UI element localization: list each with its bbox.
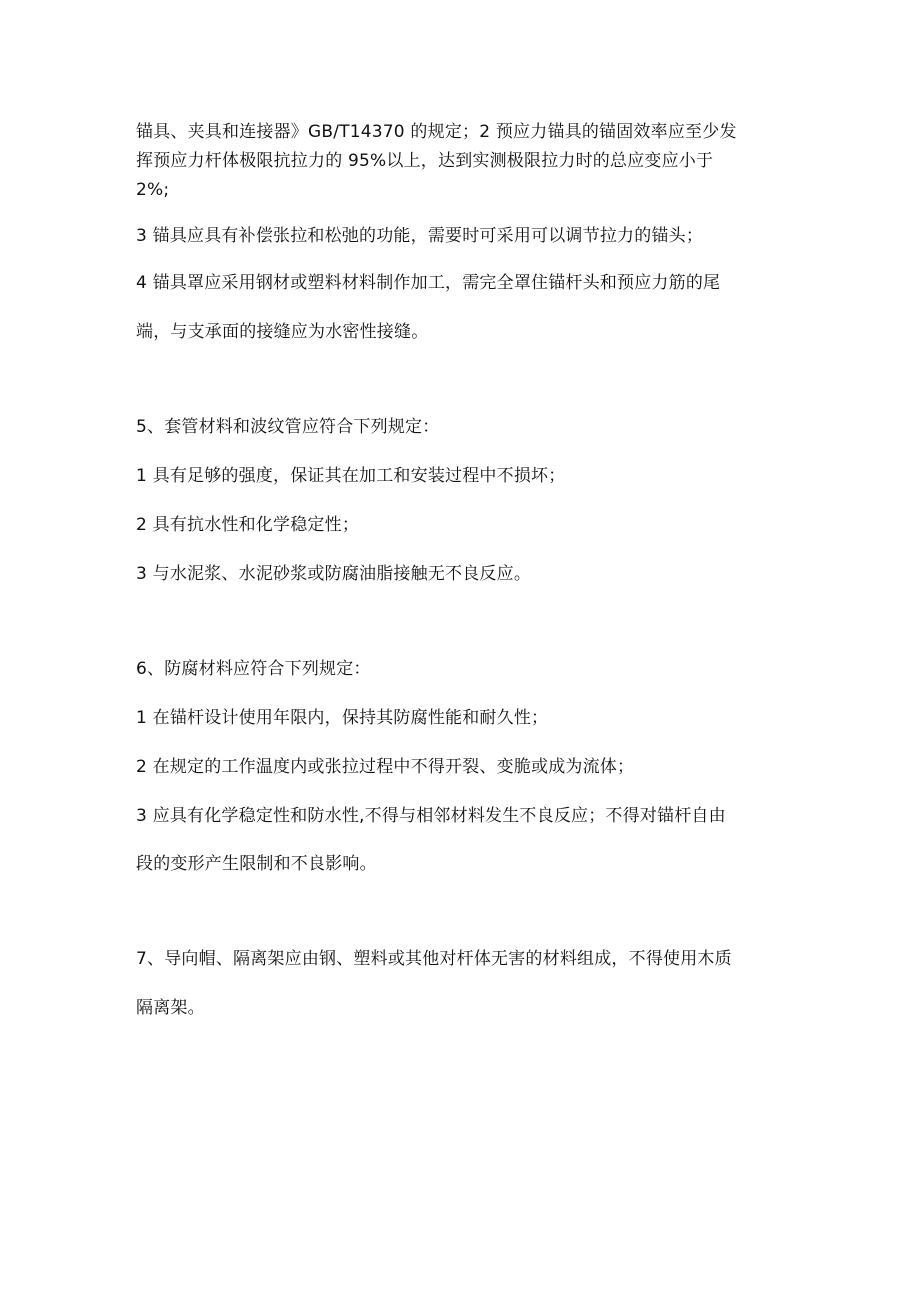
- text-line-cover-2: 端，与支承面的接缝应为水密性接缝。: [136, 322, 429, 342]
- text-line-spacer: 隔离架。: [136, 998, 205, 1018]
- section-heading-guide-cap: 7、导向帽、隔离架应由钢、塑料或其他对杆体无害的材料组成，不得使用木质: [136, 949, 732, 969]
- section-heading-sleeve: 5、套管材料和波纹管应符合下列规定：: [136, 417, 440, 437]
- text-line-water-resistance: 2 具有抗水性和化学稳定性；: [136, 515, 360, 535]
- text-line-cover-1: 4 锚具罩应采用钢材或塑料材料制作加工，需完全罩住锚杆头和预应力筋的尾: [136, 273, 721, 293]
- text-line-strength: 1 具有足够的强度，保证其在加工和安装过程中不损坏；: [136, 466, 566, 486]
- text-line-no-reaction: 3 与水泥浆、水泥砂浆或防腐油脂接触无不良反应。: [136, 564, 532, 584]
- text-line-temperature: 2 在规定的工作温度内或张拉过程中不得开裂、变脆或成为流体；: [136, 757, 635, 777]
- text-line-chemical-2: 段的变形产生限制和不良影响。: [136, 854, 377, 874]
- text-line-efficiency: 挥预应力杆体极限抗拉力的 95%以上，达到实测极限拉力时的总应变应小于: [136, 151, 714, 171]
- section-heading-anticorrosion: 6、防腐材料应符合下列规定：: [136, 659, 371, 679]
- text-line-durability: 1 在锚杆设计使用年限内，保持其防腐性能和耐久性；: [136, 708, 549, 728]
- text-line-compensation: 3 锚具应具有补偿张拉和松弛的功能，需要时可采用可以调节拉力的锚头；: [136, 226, 704, 246]
- text-line-anchor-standard: 锚具、夹具和连接器》GB/T14370 的规定；2 预应力锚具的锚固效率应至少发: [136, 122, 737, 142]
- text-line-strain: 2%;: [136, 180, 170, 200]
- text-line-chemical-1: 3 应具有化学稳定性和防水性,不得与相邻材料发生不良反应；不得对锚杆自由: [136, 806, 726, 826]
